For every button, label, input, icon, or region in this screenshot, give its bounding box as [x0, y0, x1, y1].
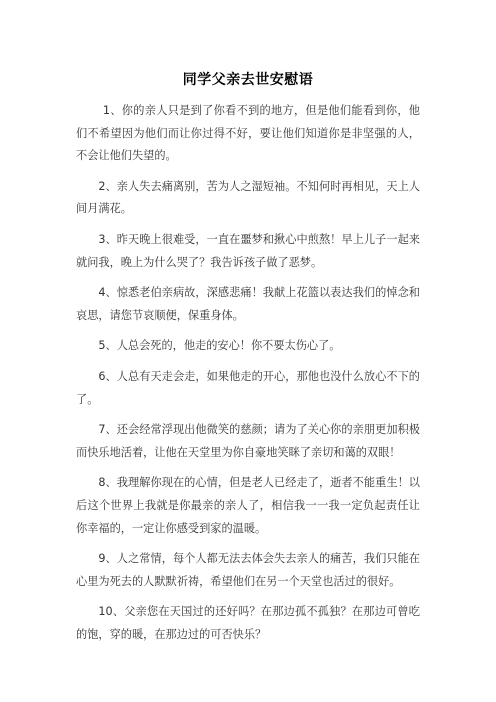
paragraph-4: 4、惊悉老伯亲病故，深感悲痛！我献上花篮以表达我们的悼念和哀思，请您节哀顺便，保重身体。 [76, 286, 420, 322]
paragraph-3: 3、昨天晚上很难受，一直在噩梦和揪心中煎熬！早上儿子一起来就问我，晚上为什么哭了？我告诉孩子做了恶梦。 [76, 232, 420, 269]
paragraph-8: 8、我理解你现在的心情，但是老人已经走了，逝者不能重生！以后这个世界上我就是你最亲的亲人了，相信我一一我一定负起责任让你幸福的，一定让你感受到家的温暖。 [76, 476, 420, 535]
paragraph-1: 1、你的亲人只是到了你看不到的地方，但是他们能看到你，他们不希望因为他们而让你过得不好，要让他们知道你是非坚强的人，不会让他们失望的。 [76, 104, 420, 163]
paragraph-2: 2、亲人失去痛离别，苦为人之湿短袖。不知何时再相见，天上人间月满花。 [76, 179, 420, 216]
paragraph-10: 10、父亲您在天国过的还好吗？在那边孤不孤独？在那边可曾吃的饱，穿的暖，在那边过的可否快乐？ [76, 605, 420, 641]
paragraph-7: 7、还会经常浮现出他微笑的慈颜；请为了关心你的亲朋更加积极而快乐地活着，让他在天堂里为你自豪地笑眯了亲切和蔼的双眼！ [76, 423, 420, 459]
paragraph-5: 5、人总会死的，他走的安心！你不要太伤心了。 [98, 339, 341, 353]
paragraph-9: 9、人之常情，每个人都无法去体会失去亲人的痛苦，我们只能在心里为死去的人默默祈祷，希望他们在另一个天堂也活过的很好。 [76, 552, 420, 588]
paragraph-6: 6、人总有天走会走，如果他走的开心，那他也没什么放心不下的了。 [76, 369, 420, 406]
document-title: 同学父亲去世安慰语 [182, 72, 314, 88]
